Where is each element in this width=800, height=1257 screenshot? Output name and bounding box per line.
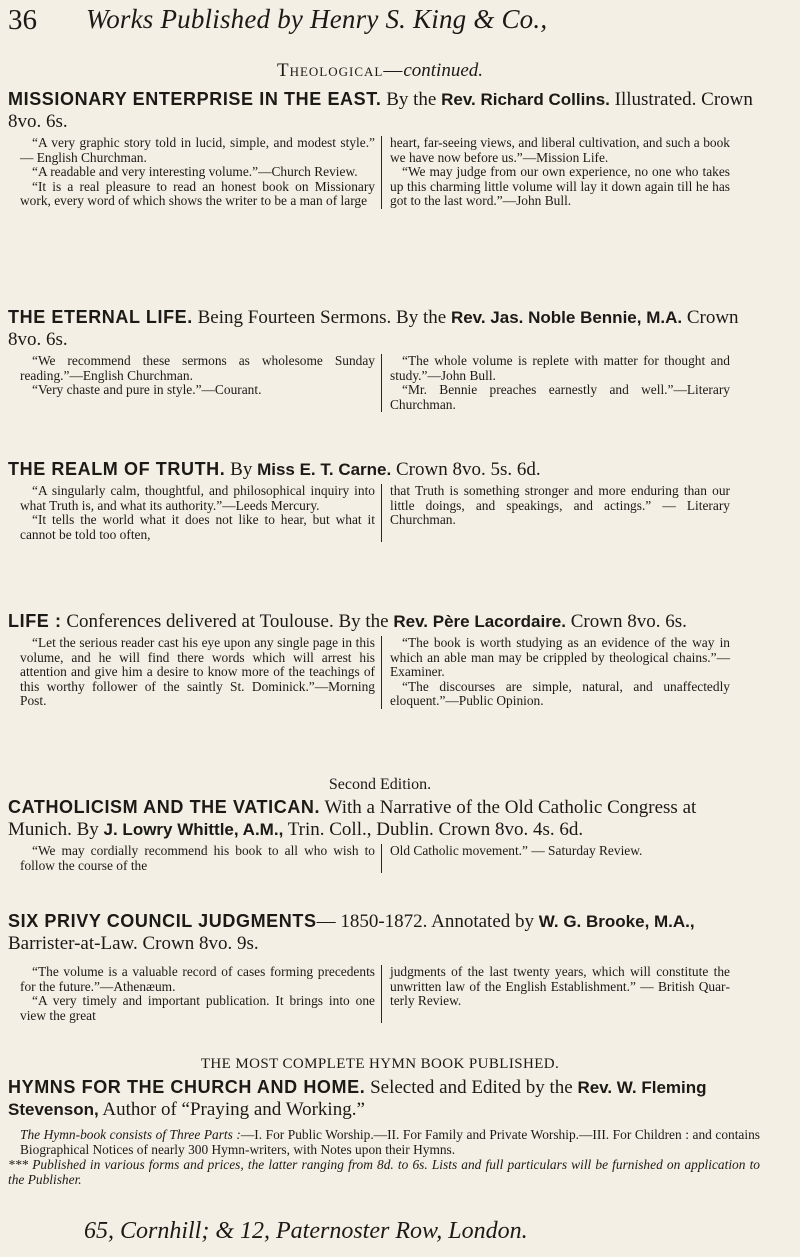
entry-author: Rev. Jas. Noble Bennie, M.A. [450, 308, 683, 327]
review-text: “The volume is a valuable record of cases forming precedents for the future.”—Athenæum. [20, 964, 375, 994]
review-col-right [381, 484, 736, 542]
entry-title-caps: MISSIONARY ENTERPRISE IN THE EAST. [8, 89, 382, 109]
entry-details-pre: — 1850-1872. Annotated by [316, 911, 535, 932]
review-text: “We may cordially recommend his book to all who wish to follow the course of the [20, 843, 375, 873]
entry-title [8, 88, 760, 133]
review-col-left [8, 354, 381, 412]
hymns-intro: The Hymn-book consists of Three Parts : [20, 1127, 241, 1142]
section-heading [0, 60, 760, 82]
entry-details-pre: Selected and Edited by the [370, 1077, 573, 1098]
entry-title [8, 306, 760, 351]
hymns-parts: —I. For Public Worship.—II. For Family and Private Worship.—III. For Children : and contains Biographical Notices of nearly 300 Hymn-writers, with Notes upon their Hymns. [20, 1127, 760, 1157]
entry-by: By the [386, 89, 437, 110]
review-col-right [381, 136, 736, 209]
entry-author: Miss E. T. Carne. [257, 460, 392, 479]
review-columns [8, 484, 760, 542]
entry-title-caps: HYMNS FOR THE CHURCH AND HOME. [8, 1077, 366, 1097]
review-col-left [8, 636, 381, 709]
entry-title [8, 1076, 760, 1121]
entry-details-pre: With a Narrative of the Old Catholic Congress at Munich. By [8, 797, 697, 840]
entry-author: Rev. Richard Collins. [441, 90, 610, 109]
hymns-banner: THE MOST COMPLETE HYMN BOOK PUBLISHED. [200, 1056, 560, 1072]
review-text: “Very chaste and pure in style.”—Courant. [32, 382, 262, 397]
entry-title-caps: LIFE : [8, 611, 62, 631]
publisher-address: 65, Cornhill; & 12, Paternoster Row, London. [84, 1218, 528, 1244]
entry-details: Trin. Coll., Dublin. Crown 8vo. 4s. 6d. [287, 819, 584, 840]
entry-details: Crown 8vo. 6s. [570, 611, 687, 632]
review-col-right [381, 844, 736, 873]
entry-details: Crown 8vo. 6s. [8, 307, 739, 350]
entry-title [8, 610, 760, 633]
review-text: heart, far-seeing views, and liberal cultivation, and such a book we have now before us.”—Mission Life. [390, 135, 730, 165]
review-text: “It is a real pleasure to read an honest book on Missionary work, every word of which shows the writer to be a man of large [20, 178, 375, 208]
review-text: “It tells the world what it does not like to hear, but what it cannot be told too often, [20, 512, 375, 542]
review-text: “Mr. Bennie preaches earnestly and well.”—Literary Churchman. [390, 382, 730, 412]
edition-note: Second Edition. [328, 776, 432, 793]
review-columns [8, 965, 760, 1023]
review-text: judgments of the last twenty years, which will constitute the unwritten law of the English Establishment.” — British Quarterly Review. [390, 964, 730, 1008]
review-col-left [8, 844, 381, 873]
section-continued: continued. [403, 60, 484, 81]
book-entry [8, 88, 760, 209]
review-col-left [8, 965, 381, 1023]
entry-title-caps: THE REALM OF TRUTH. [8, 459, 226, 479]
entry-title [8, 910, 760, 955]
review-text: “We may judge from our own experience, no one who takes up this charming little volume will lay it down again till he has got to the last word.”—John Bull. [390, 164, 730, 208]
review-text: Old Catholic movement.” — Saturday Review. [390, 843, 643, 858]
entry-by: By [230, 459, 253, 480]
book-entry [8, 1076, 760, 1187]
book-entry [8, 910, 760, 1023]
entry-details: Barrister-at-Law. Crown 8vo. 9s. [8, 933, 259, 954]
entry-details-pre: Being Fourteen Sermons. By the [197, 307, 447, 328]
entry-title [8, 796, 760, 841]
review-text: “The book is worth studying as an evidence of the way in which an able man may be crippled by theological chains.”—Examiner. [390, 635, 730, 679]
review-columns [8, 354, 760, 412]
entry-author: J. Lowry Whittle, A.M., [103, 820, 284, 839]
review-col-right [381, 965, 736, 1023]
review-text: “A very graphic story told in lucid, simple, and modest style.” — English Churchman. [20, 135, 375, 165]
book-entry [8, 458, 760, 542]
review-text: “We recommend these sermons as wholesome Sunday reading.”—English Churchman. [20, 353, 375, 383]
hymns-description [8, 1127, 760, 1157]
entry-author: Rev. W. Fleming Stevenson, [8, 1078, 707, 1119]
book-entry [8, 796, 760, 873]
section-label: Theological— [276, 60, 404, 81]
review-columns [8, 636, 760, 709]
review-col-left [8, 136, 381, 209]
entry-author: W. G. Brooke, M.A., [538, 912, 695, 931]
book-entry [8, 610, 760, 709]
entry-title-caps: SIX PRIVY COUNCIL JUDGMENTS [8, 911, 317, 931]
running-head [0, 2, 760, 42]
review-text: “The discourses are simple, natural, and unaffectedly eloquent.”—Public Opinion. [390, 678, 730, 708]
review-columns [8, 136, 760, 209]
entry-title [8, 458, 760, 481]
review-text: “A singularly calm, thoughtful, and philosophical inquiry into what Truth is, and what its authority.”—Leeds Mercury. [20, 483, 375, 513]
entry-author: Rev. Père Lacordaire. [393, 612, 566, 631]
review-col-right [381, 354, 736, 412]
book-entry [8, 306, 760, 412]
entry-details: Crown 8vo. 5s. 6d. [396, 459, 541, 480]
entry-title-caps: CATHOLICISM AND THE VATICAN. [8, 797, 321, 817]
review-text: that Truth is something stronger and more enduring than our little doings, and speakings, and actings.” — Literary Churchman. [390, 483, 730, 527]
review-text: “A readable and very interesting volume.”—Church Review. [32, 164, 358, 179]
review-text: “The whole volume is replete with matter for thought and study.”—John Bull. [390, 353, 730, 383]
review-col-left [8, 484, 381, 542]
publisher-note: *** Published in various forms and prices, the latter ranging from 8d. to 6s. Lists and full particulars will be furnished on application to the Publisher. [8, 1157, 760, 1187]
entry-details: Illustrated. Crown 8vo. 6s. [8, 89, 753, 132]
entry-title-caps: THE ETERNAL LIFE. [8, 307, 193, 327]
entry-details-pre: Conferences delivered at Toulouse. By the [66, 611, 389, 632]
running-title: Works Published by Henry S. King & Co., [86, 4, 548, 34]
review-text: “Let the serious reader cast his eye upon any single page in this volume, and he will find there words which will arrest his attention and give him a desire to know more of the teachings of this worthy follower of the saintly St. Dominick.”—Morning Post. [20, 635, 375, 708]
review-columns [8, 844, 760, 873]
entry-details: Author of “Praying and Working.” [102, 1099, 365, 1120]
review-text: “A very timely and important publication. It brings into one view the great [20, 993, 375, 1023]
review-col-right [381, 636, 736, 709]
page-number: 36 [8, 4, 37, 36]
